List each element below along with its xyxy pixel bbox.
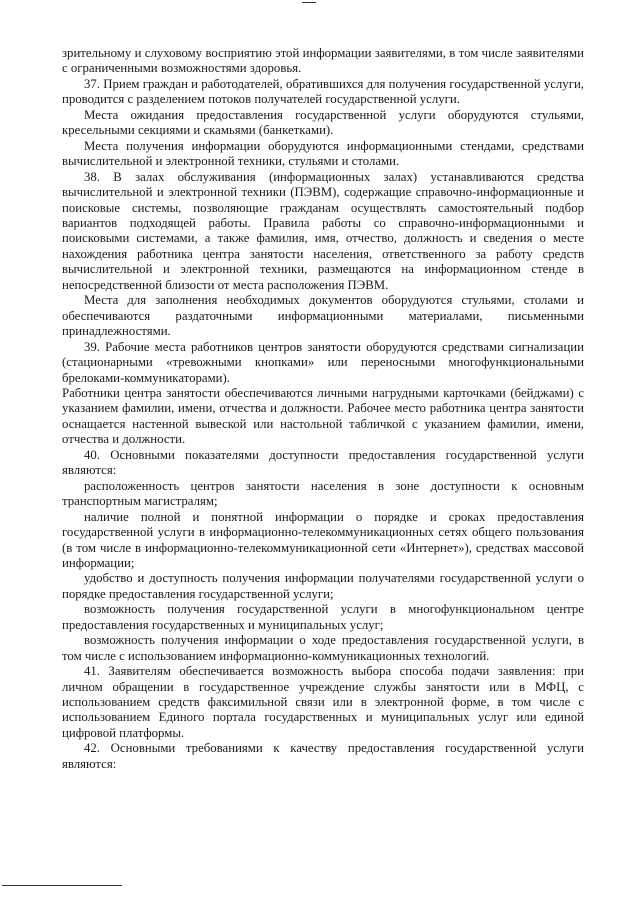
paragraph-37: 37. Прием граждан и работодателей, обратившихся для получения государственной услуги, проводится с разделением потоков получателей государственной услуги.: [62, 76, 584, 107]
list-item: расположенность центров занятости населения в зоне доступности к основным транспортным магистралям;: [62, 478, 584, 509]
paragraph-42: 42. Основными требованиями к качеству предоставления государственной услуги являются:: [62, 741, 584, 771]
paragraph: Работники центра занятости обеспечиваются личными нагрудными карточками (бейджами) с указанием фамилии, имени, отчества и должности. Рабочее место работника центра занятости оснащается настенной вывеской или настольной табличкой с указанием фамилии, имени, отчества и должности.: [62, 385, 584, 447]
footnote-rule: [2, 885, 122, 886]
paragraph: Места ожидания предоставления государственной услуги оборудуются стульями, кресельными секциями и скамьями (банкетками).: [62, 107, 584, 138]
top-page-mark: [302, 2, 316, 3]
list-item: возможность получения государственной услуги в многофункциональном центре предоставления государственных и муниципальных услуг;: [62, 602, 584, 632]
paragraph: зрительному и слуховому восприятию этой информации заявителями, в том числе заявителями с ограниченными возможностями здоровья.: [62, 46, 584, 76]
paragraph-39: 39. Рабочие места работников центров занятости оборудуются средствами сигнализации (стационарными «тревожными кнопками» или переносными многофункциональными брелоками-коммуникаторами).: [62, 339, 584, 385]
list-item: наличие полной и понятной информации о порядке и сроках предоставления государственной услуги в информационно-телекоммуникационных сетях общего пользования (в том числе в информационно-телекоммуникационной сети «Интернет»), средствах массовой информации;: [62, 509, 584, 570]
list-item: удобство и доступность получения информации получателями государственной услуги о порядке предоставления государственной услуги;: [62, 571, 584, 601]
list-item: возможность получения информации о ходе предоставления государственной услуги, в том числе с использованием информационно-коммуникационных технологий.: [62, 633, 584, 663]
paragraph-41: 41. Заявителям обеспечивается возможность выбора способа подачи заявления: при личном обращении в государственное учреждение службы занятости или в МФЦ, с использованием средств факсимильной связи или в электронной форме, в том числе с использованием Единого портала государственных и муниципальных услуг или единой цифровой платформы.: [62, 664, 584, 740]
paragraph-38: 38. В залах обслуживания (информационных залах) устанавливаются средства вычислительной и электронной техники (ПЭВМ), содержащие справочно-информационные и поисковые системы, позволяющие гражданам осуществлять самостоятельный подбор вариантов подходящей работы. Правила работы со справочно-информационными и поисковыми системами, а также фамилия, имя, отчество, должность и сведения о месте нахождения работника центра занятости населения, ответственного за работу средств вычислительной и электронной техники, размещаются на информационном стенде в непосредственной близости от места расположения ПЭВМ.: [62, 169, 584, 292]
paragraph-40: 40. Основными показателями доступности предоставления государственной услуги являются:: [62, 447, 584, 478]
paragraph: Места получения информации оборудуются информационными стендами, средствами вычислительной и электронной техники, стульями и столами.: [62, 138, 584, 169]
paragraph: Места для заполнения необходимых документов оборудуются стульями, столами и обеспечиваются раздаточными информационными материалами, письменными принадлежностями.: [62, 293, 584, 339]
document-body: [62, 46, 584, 772]
